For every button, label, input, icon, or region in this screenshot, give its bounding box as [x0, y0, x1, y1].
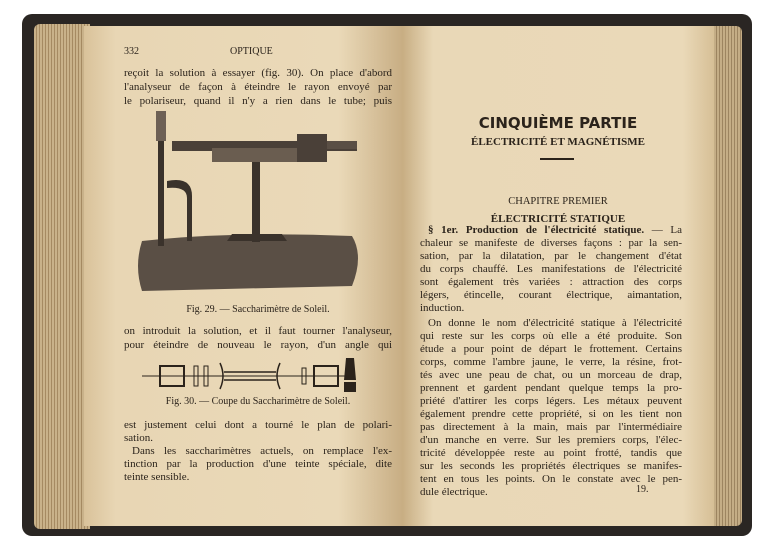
text-line	[428, 223, 682, 237]
running-head: OPTIQUE	[230, 46, 273, 57]
text-line: on introduit la solution, et il faut tourner l'analyseur,	[124, 325, 392, 337]
text-line: pour éteindre de nouveau le rayon, d'un angle qui	[124, 339, 392, 351]
text-line: également prendre cette propriété, si on les tient non	[420, 408, 682, 421]
left-page	[84, 26, 402, 526]
divider	[540, 158, 574, 160]
text-line: légers, étincelle, courant électrique, aimantation,	[420, 289, 682, 302]
page-edges-left	[34, 24, 90, 529]
text-line: priété d'attirer les corps légers. Les métaux peuvent	[420, 395, 682, 408]
text-line: du corps chauffé. Les manifestations de l'électricité	[420, 263, 682, 276]
section-heading: § 1er. Production de l'électricité statique.	[428, 224, 645, 237]
text-line: tinction par la production d'une teinte spéciale, dite	[124, 458, 392, 470]
text-line: reçoit la solution à essayer (fig. 30). On place d'abord	[124, 67, 392, 79]
text-line: sont également très variées : attraction des corps	[420, 276, 682, 289]
text-line: tricité développée reste au point frotté, tandis que	[420, 447, 682, 460]
text-line: teinte sensible.	[124, 471, 190, 483]
text-line: induction.	[420, 302, 465, 315]
page-number: 332	[124, 46, 139, 57]
text-line: dule électrique.	[420, 486, 488, 499]
chapter-title: ÉLECTRICITÉ STATIQUE	[490, 213, 626, 225]
fig30-caption: Fig. 30. — Coupe du Saccharimètre de Soleil.	[165, 396, 351, 407]
text-line: l'analyseur de façon à éteindre le rayon envoyé par	[124, 81, 392, 93]
text-line: le polariseur, quand il n'y a rien dans le tube; puis	[124, 95, 392, 107]
text-line: qui reste sur les corps où elle a été produite. Son	[420, 330, 682, 343]
text-line: chaleur se manifeste de diverses façons : par la sen-	[420, 237, 682, 250]
text-line: Dans les saccharimètres actuels, on remplace l'ex-	[132, 445, 392, 457]
text-line: prennent et gardent pendant quelque temps la pro-	[420, 382, 682, 395]
text-line: pas directement à la main, mais par l'intermédiaire	[420, 421, 682, 434]
text-line: étude a pour point de départ le frottement. Certains	[420, 343, 682, 356]
fig29-caption: Fig. 29. — Saccharimètre de Soleil.	[186, 304, 330, 315]
part-title: CINQUIÈME PARTIE	[478, 114, 638, 132]
right-page	[402, 26, 714, 526]
text-line: On donne le nom d'électricité statique à l'électricité	[428, 317, 682, 330]
part-subtitle: ÉLECTRICITÉ ET MAGNÉTISME	[470, 136, 645, 148]
text-line: tés avec une peau de chat, ou un morceau de drap,	[420, 369, 682, 382]
fig30-cross-section-diagram	[142, 358, 368, 394]
text-line: corps, comme l'ambre jaune, le verre, la résine, frot-	[420, 356, 682, 369]
text-line: d'un manche en verre. Sur les premiers corps, l'élec-	[420, 434, 682, 447]
text-line: sation, par la dilatation, par le changement d'état	[420, 250, 682, 263]
text-line: tent en tous les points. On le constate avec le pen-	[420, 473, 682, 486]
signature-mark: 19.	[636, 484, 649, 495]
text-fragment: — La	[651, 224, 682, 237]
text-line: sation.	[124, 432, 154, 444]
text-line: est justement celui dont a tourné le plan de polari-	[124, 419, 392, 431]
fig29-saccharimeter-illustration	[132, 106, 368, 296]
text-line: sur les seconds les propriétés électriques se manifes-	[420, 460, 682, 473]
chapter-label: CHAPITRE PREMIER	[508, 196, 608, 207]
